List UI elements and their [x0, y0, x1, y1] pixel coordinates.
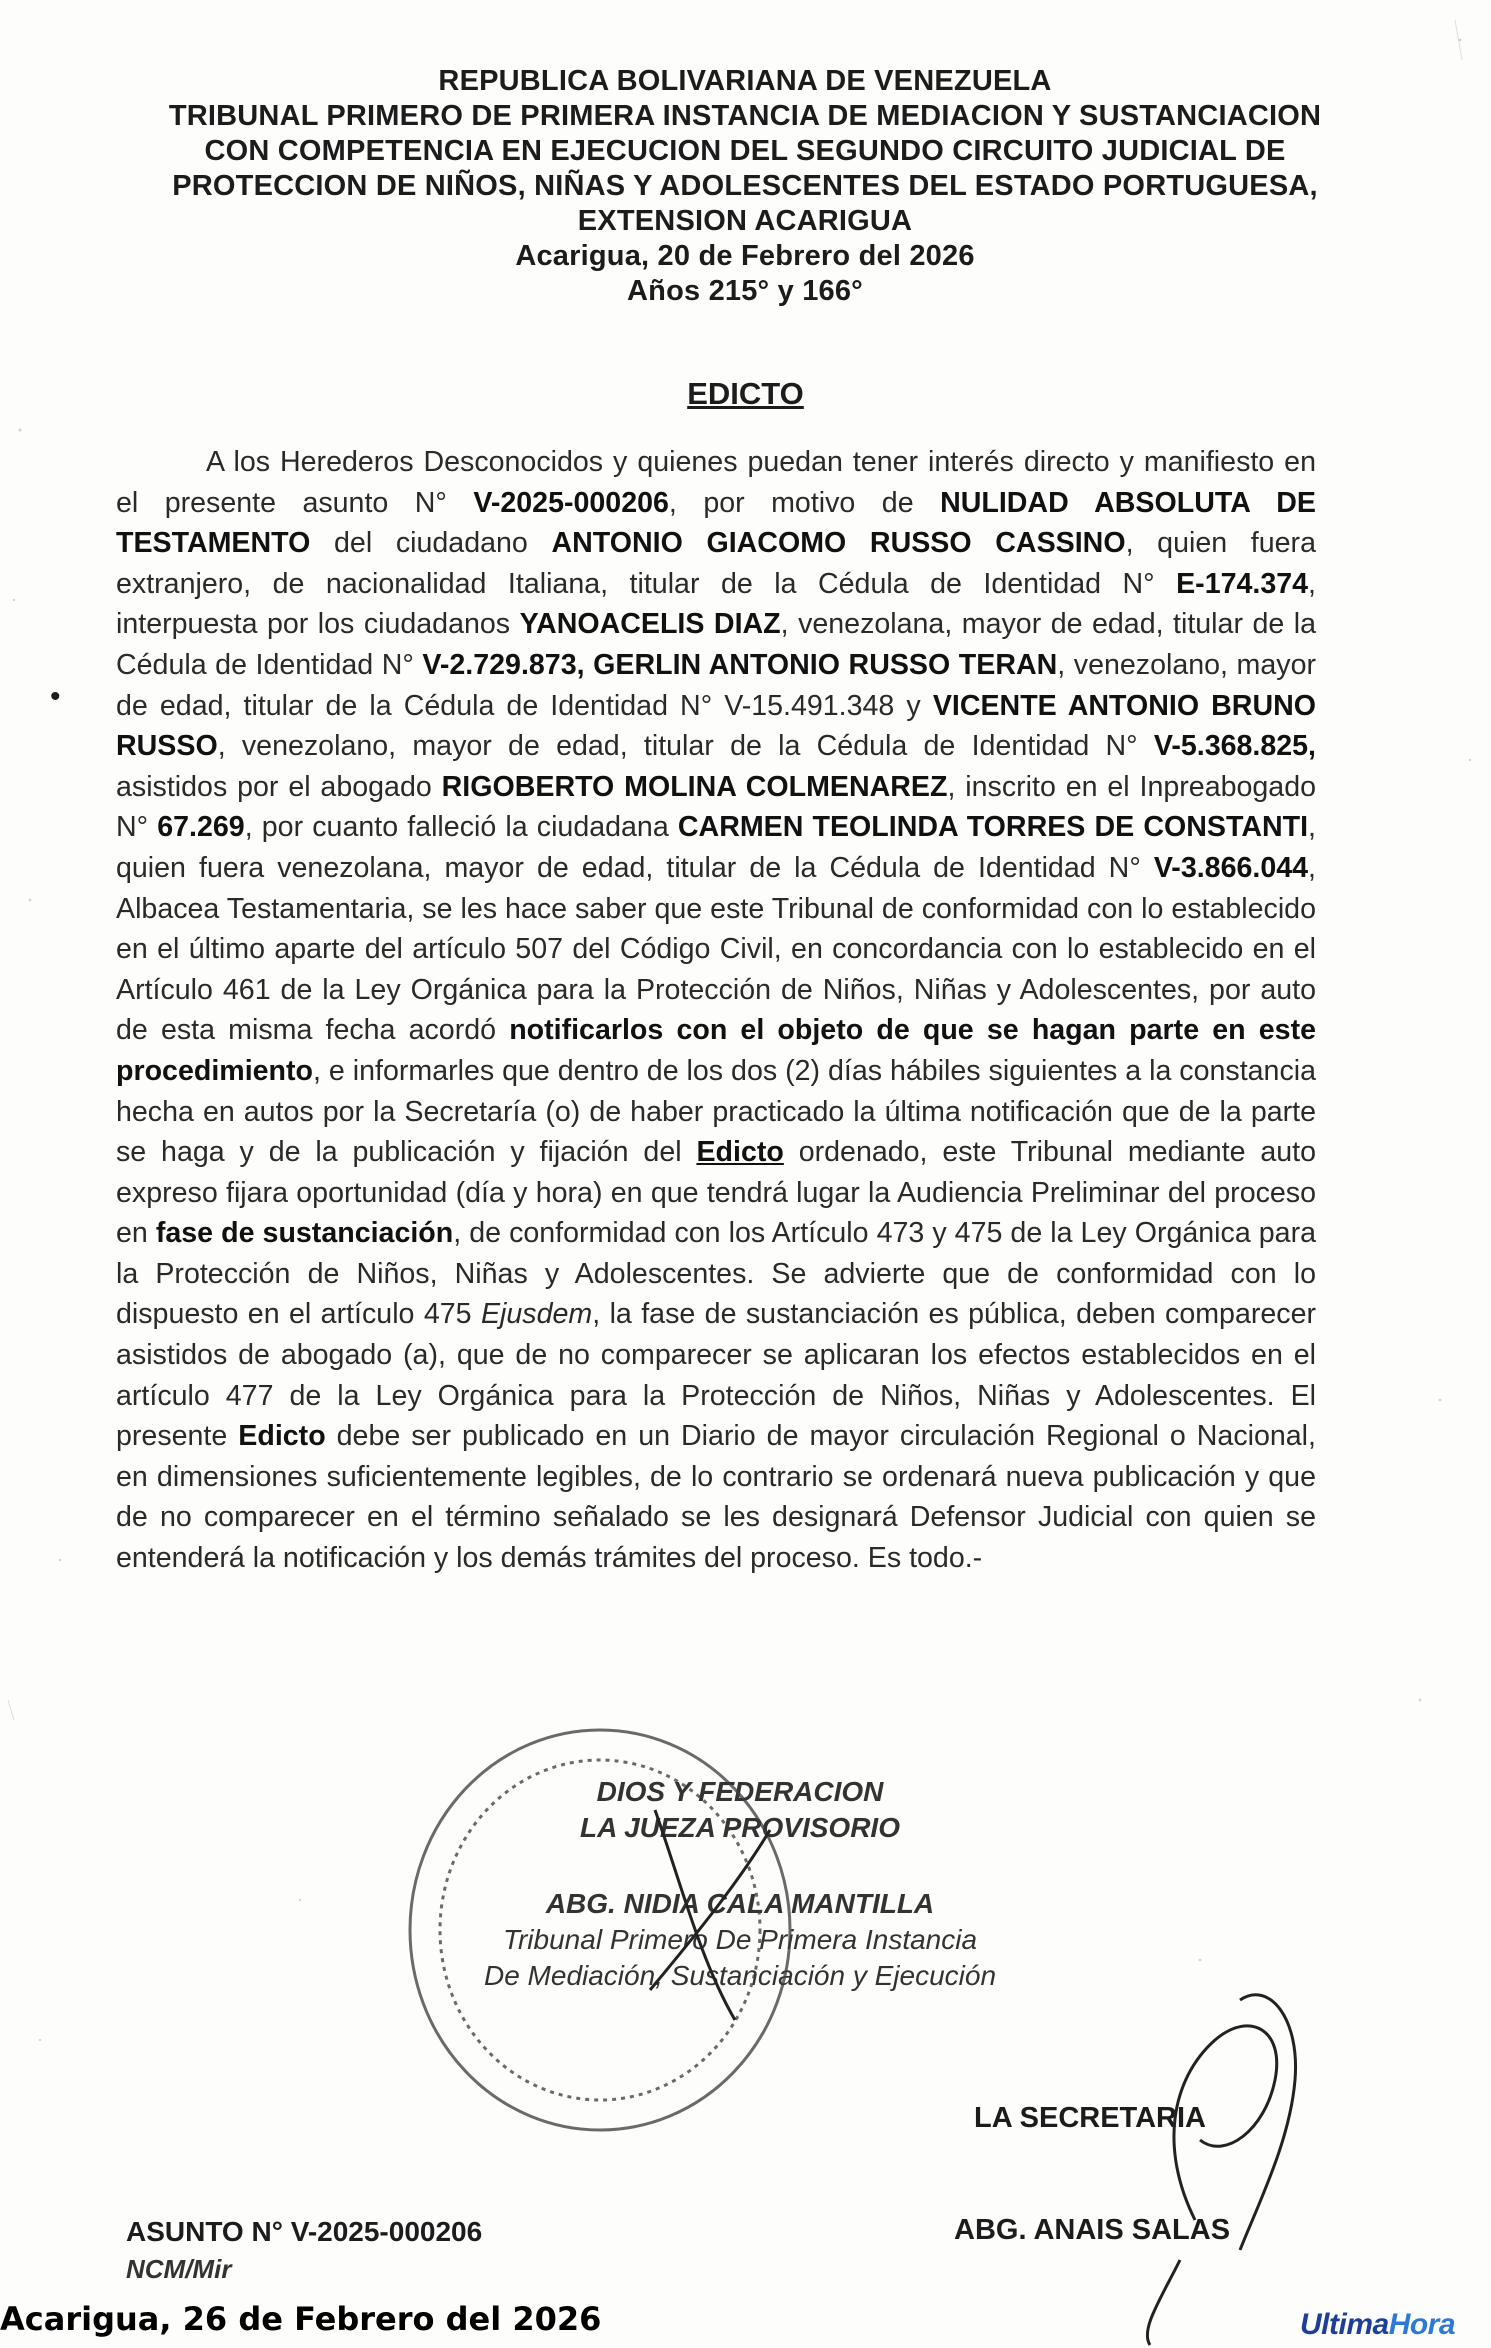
secretary-role: LA SECRETARIA: [974, 2102, 1206, 2134]
body-text-18: debe ser publicado en un Diario de mayor circulación Regional o Nacional, en dimensiones suficientemente legibles, de lo contrario se ordenará nueva publicación y que de no comparecer en el término señalado se les designará Defensor Judicial con quien se entenderá la notificación y los demás trámites del proceso. Es todo.-: [116, 1420, 1316, 1575]
judge-name: ABG. NIDIA CALA MANTILLA: [545, 1888, 935, 1919]
petitioner-2-name: GERLIN ANTONIO RUSSO TERAN: [593, 648, 1058, 681]
body-text-6b: ,: [576, 648, 585, 681]
body-text-16: , de conformidad con los Artículo 473 y 475 de la Ley Orgánica para la Protección de Niños, Niñas y Adolescentes. Se advierte que de conformidad con lo dispuesto en el artículo 475: [116, 1217, 1316, 1331]
court-line-2: De Mediación, Sustanciación y Ejecución: [483, 1960, 997, 1991]
edicto-word: Edicto: [696, 1136, 784, 1169]
judge-signature-block: [420, 1774, 1060, 1994]
judge-role: LA JUEZA PROVISORIO: [580, 1812, 900, 1843]
body-text-3: del ciudadano: [334, 527, 528, 560]
header-date: Acarigua, 20 de Febrero del 2026: [515, 240, 975, 272]
margin-mark: •: [50, 680, 61, 713]
petitioner-3-name: VICENTE ANTONIO BRUNO RUSSO: [116, 689, 1316, 763]
body-text-11: , por cuanto falleció la ciudadana: [244, 811, 669, 844]
ultima-hora-logo: [1300, 2308, 1455, 2342]
header-tribunal: TRIBUNAL PRIMERO DE PRIMERA INSTANCIA DE MEDIACION Y SUSTANCIACION: [168, 100, 1322, 132]
petitioner-1-name: YANOACELIS DIAZ: [519, 608, 781, 641]
case-initials: NCM/Mir: [126, 2254, 232, 2284]
body-text-15: ordenado, este Tribunal mediante auto expreso fijara oportunidad (día y hora) en que tendrá lugar la Audiencia Preliminar del proceso en: [116, 1136, 1317, 1250]
logo-part-1: Ultima: [1300, 2308, 1389, 2341]
body-text-17: , la fase de sustanciación es pública, deben comparecer asistidos de abogado (a), que de no comparecer se aplicaran los efectos establecidos en el artículo 477 de la Ley Orgánica para la Protección de Niños, Niñas y Adolescentes. El presente: [116, 1298, 1316, 1453]
body-text-1: A los Herederos Desconocidos y quienes puedan tener interés directo y manifiesto en el presente asunto N°: [116, 446, 1316, 519]
body-text-13: , Albacea Testamentaria, se les hace saber que este Tribunal de conformidad con lo establecido en el último aparte del artículo 507 del Código Civil, en concordancia con lo establecido en el Artículo 461 de la Ley Orgánica para la Protección de Niños, Niñas y Adolescentes, por auto de esta misma fecha acordó: [116, 851, 1316, 1047]
logo-part-2: Hora: [1388, 2308, 1456, 2341]
motive: NULIDAD ABSOLUTA DE TESTAMENTO: [116, 486, 1316, 560]
body-text-5: , interpuesta por los ciudadanos: [116, 567, 1316, 641]
petitioner-3-id: V-5.368.825,: [1153, 730, 1316, 763]
court-line-1: Tribunal Primero De Primera Instancia: [502, 1924, 978, 1955]
document-title: EDICTO: [687, 376, 804, 411]
lawyer-name: RIGOBERTO MOLINA COLMENAREZ: [441, 770, 948, 803]
executor-id: V-3.866.044: [1153, 851, 1309, 884]
petitioner-1-id: V-2.729.873: [422, 648, 577, 681]
case-reference: ASUNTO N° V-2025-000206: [126, 2216, 483, 2247]
case-number: V-2025-000206: [473, 486, 669, 519]
header-extension: EXTENSION ACARIGUA: [577, 205, 913, 237]
notify-clause: notificarlos con el objeto de que se hagan parte en este procedimiento: [116, 1014, 1316, 1087]
body-text-14: , e informarles que dentro de los dos (2) días hábiles siguientes a la constancia hecha en autos por la Secretaría (o) de haber practicado la última notificación que de la parte se haga y de la publicación y fijación del: [116, 1054, 1316, 1169]
phase: fase de sustanciación: [155, 1217, 454, 1250]
edict-body: [116, 442, 1316, 1579]
document-header: [100, 64, 1390, 309]
header-competence: CON COMPETENCIA EN EJECUCION DEL SEGUNDO CIRCUITO JUDICIAL DE: [204, 135, 1286, 167]
ejusdem: Ejusdem: [480, 1298, 593, 1331]
header-protection: PROTECCION DE NIÑOS, NIÑAS Y ADOLESCENTES DEL ESTADO PORTUGUESA,: [172, 170, 1318, 202]
body-text-9: asistidos por el abogado: [116, 770, 432, 803]
body-text-6: , venezolana, mayor de edad, titular de la Cédula de Identidad N°: [116, 608, 1317, 681]
body-text-8: , venezolano, mayor de edad, titular de la Cédula de Identidad N°: [217, 730, 1138, 763]
body-text-2: , por motivo de: [668, 486, 914, 519]
body-text-10: , inscrito en el Inpreabogado N°: [116, 770, 1317, 844]
executor-name: CARMEN TEOLINDA TORRES DE CONSTANTI: [677, 811, 1309, 844]
body-text-7: , venezolano, mayor de edad, titular de la Cédula de Identidad N° V-15.491.348 y: [116, 648, 1316, 722]
secretary-signature: [1147, 1995, 1295, 2345]
deceased-name: ANTONIO GIACOMO RUSSO CASSINO: [551, 527, 1126, 560]
motto: DIOS Y FEDERACION: [596, 1776, 884, 1807]
secretary-name: ABG. ANAIS SALAS: [954, 2214, 1231, 2246]
body-text-12: , quien fuera venezolana, mayor de edad, titular de la Cédula de Identidad N°: [116, 811, 1316, 884]
deceased-id: E-174.374: [1176, 567, 1309, 600]
body-text-4: , quien fuera extranjero, de nacionalidad Italiana, titular de la Cédula de Identidad N°: [116, 527, 1316, 600]
lawyer-id: 67.269: [157, 811, 245, 844]
edicto-word-2: Edicto: [238, 1420, 326, 1453]
footer-date: Acarigua, 26 de Febrero del 2026: [0, 2300, 602, 2338]
header-years: Años 215° y 166°: [627, 275, 863, 307]
header-republic: REPUBLICA BOLIVARIANA DE VENEZUELA: [438, 65, 1052, 97]
